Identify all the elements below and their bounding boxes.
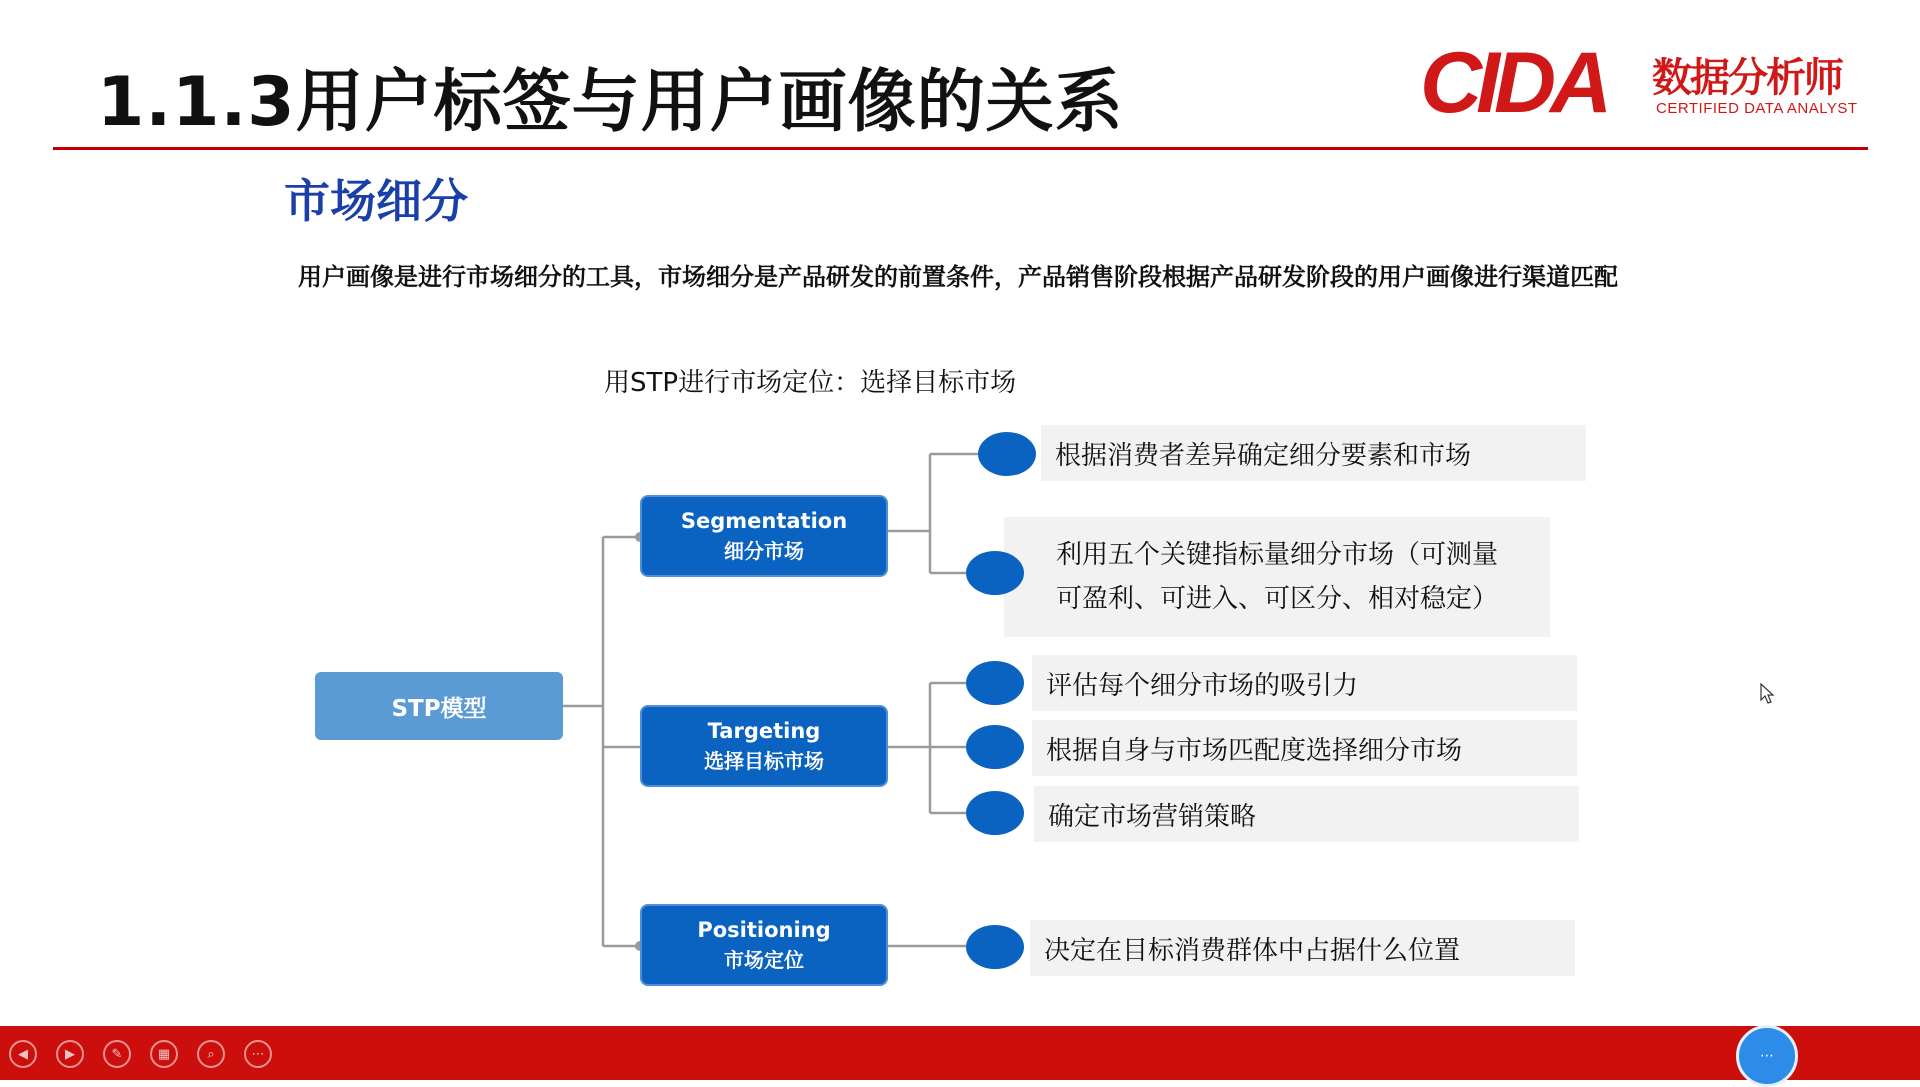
item-bullet xyxy=(966,661,1024,705)
item-bullet xyxy=(966,551,1024,595)
stage-targeting-en: Targeting xyxy=(707,719,821,743)
stage-targeting xyxy=(640,705,888,787)
zoom-icon[interactable]: ⌕ xyxy=(197,1040,225,1068)
presenter-toolbar xyxy=(0,1026,1920,1080)
stage-segmentation xyxy=(640,495,888,577)
item-positioning-1: 决定在目标消费群体中占据什么位置 xyxy=(1030,920,1575,976)
item-bullet xyxy=(966,725,1024,769)
stage-positioning-cn: 市场定位 xyxy=(724,948,804,972)
item-targeting-1: 评估每个细分市场的吸引力 xyxy=(1032,655,1577,711)
item-segmentation-2-line2: 可盈利、可进入、可区分、相对稳定） xyxy=(1056,584,1499,614)
item-bullet xyxy=(978,432,1036,476)
slides-icon[interactable]: ▦ xyxy=(150,1040,178,1068)
assistant-bubble-icon[interactable]: ⋯ xyxy=(1736,1025,1798,1087)
item-targeting-2: 根据自身与市场匹配度选择细分市场 xyxy=(1032,720,1577,776)
intro-text: 用户画像是进行市场细分的工具，市场细分是产品研发的前置条件，产品销售阶段根据产品研发阶段的用户画像进行渠道匹配 xyxy=(298,263,1618,291)
more-icon[interactable]: ⋯ xyxy=(244,1040,272,1068)
stage-targeting-cn: 选择目标市场 xyxy=(704,749,824,773)
item-segmentation-2 xyxy=(1004,517,1550,637)
stage-segmentation-cn: 细分市场 xyxy=(724,539,804,563)
pen-icon[interactable]: ✎ xyxy=(103,1040,131,1068)
diagram-title: 用STP进行市场定位：选择目标市场 xyxy=(604,368,1017,398)
item-segmentation-2-line1: 利用五个关键指标量细分市场（可测量 xyxy=(1056,540,1499,570)
stage-positioning-en: Positioning xyxy=(697,918,831,942)
logo-cn-text: 数据分析师 xyxy=(1652,55,1842,101)
stage-segmentation-en: Segmentation xyxy=(680,509,848,533)
previous-icon[interactable]: ◀ xyxy=(9,1040,37,1068)
item-segmentation-1: 根据消费者差异确定细分要素和市场 xyxy=(1041,425,1586,481)
logo-en-text: CERTIFIED DATA ANALYST xyxy=(1656,100,1858,117)
item-bullet xyxy=(966,791,1024,835)
section-title: 市场细分 xyxy=(284,174,468,228)
item-targeting-3: 确定市场营销策略 xyxy=(1034,786,1579,842)
mouse-cursor-icon xyxy=(1760,683,1776,705)
slide-title: 1.1.3用户标签与用户画像的关系 xyxy=(97,63,1124,142)
stage-positioning xyxy=(640,904,888,986)
item-bullet xyxy=(966,925,1024,969)
logo-cida-text: CIDA xyxy=(1420,35,1607,131)
next-icon[interactable]: ▶ xyxy=(56,1040,84,1068)
stp-root-node: STP模型 xyxy=(315,672,563,740)
